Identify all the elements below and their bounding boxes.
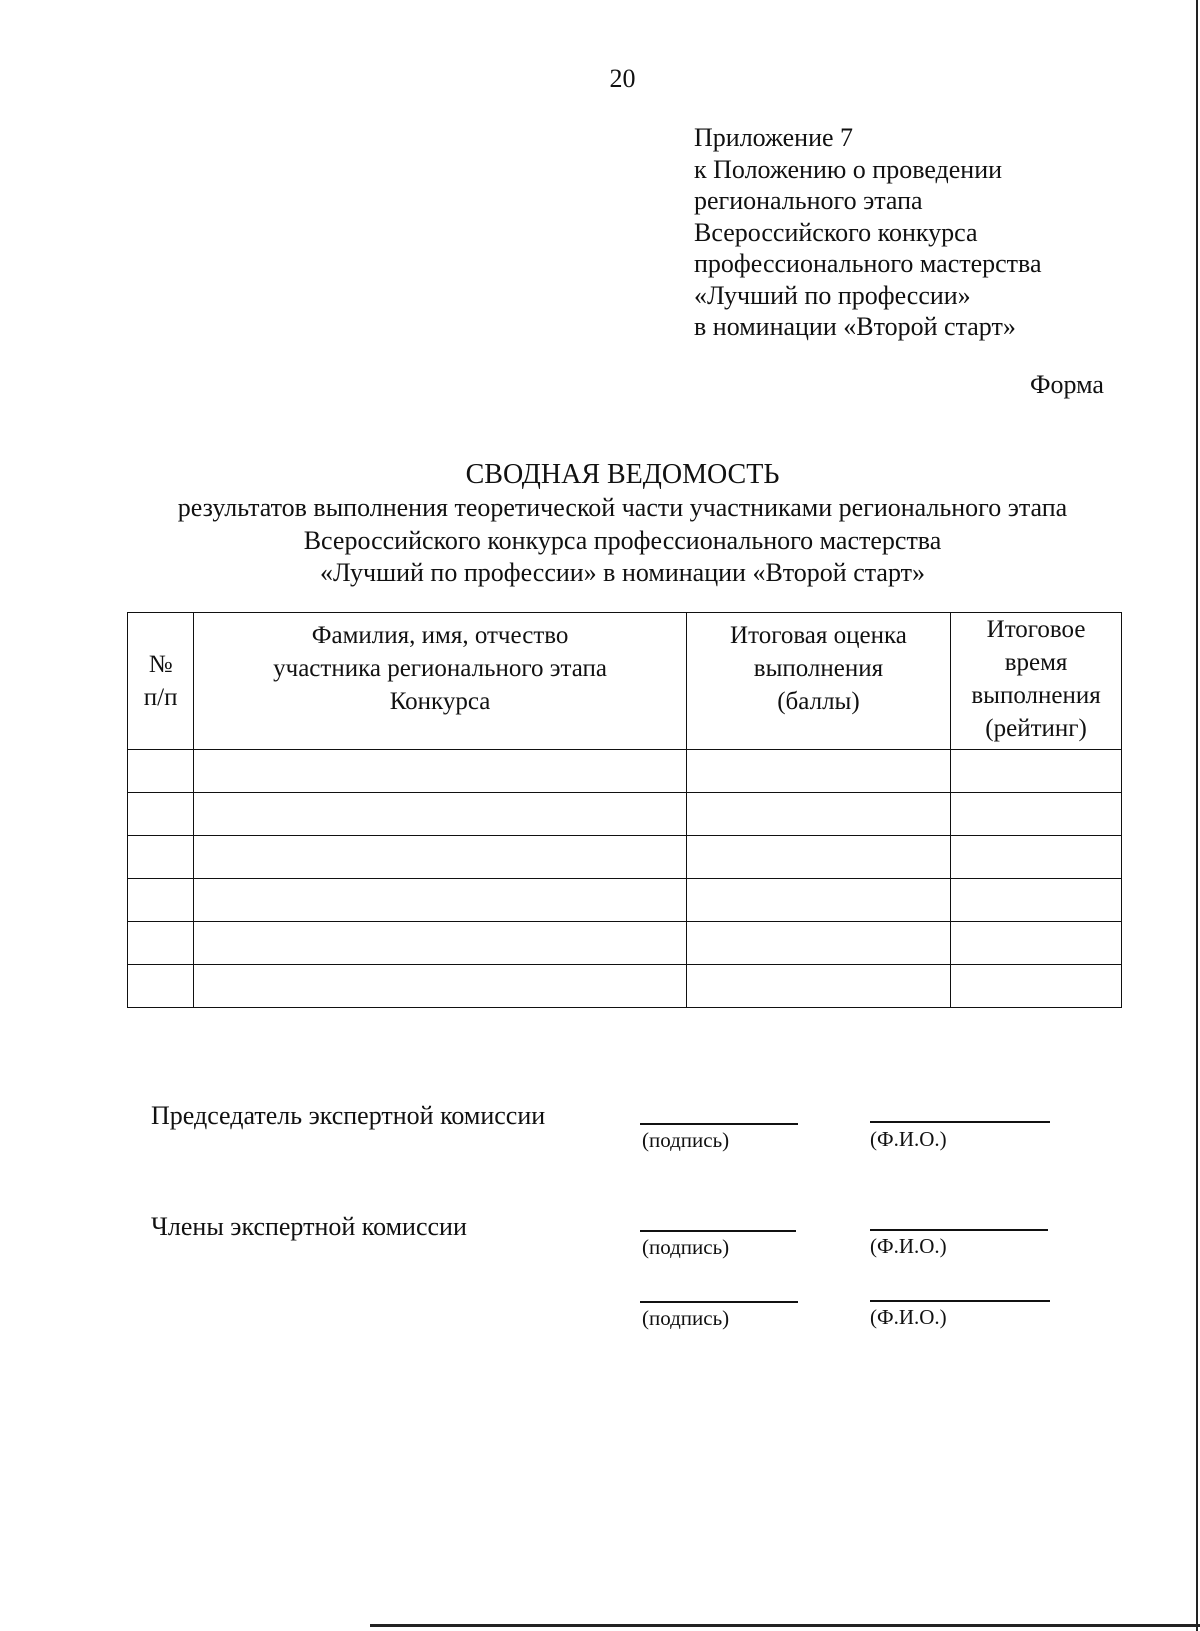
table-row (128, 793, 1122, 836)
header-final-time (951, 613, 1122, 750)
table-row (128, 750, 1122, 793)
table-cell (951, 965, 1122, 1008)
member-name-caption: (Ф.И.О.) (870, 1305, 947, 1329)
table-cell (686, 836, 950, 879)
header-full-name (194, 613, 686, 750)
table-cell (128, 965, 194, 1008)
member-name-caption: (Ф.И.О.) (870, 1234, 947, 1258)
table-cell (194, 836, 686, 879)
document-subtitle-line: «Лучший по профессии» в номинации «Второй старт» (320, 558, 925, 587)
chairman-signature-caption: (подпись) (642, 1128, 730, 1152)
member-name-line (870, 1229, 1048, 1231)
appendix-line: к Положению о проведении (694, 154, 1003, 184)
table-cell (686, 750, 950, 793)
table-cell (951, 793, 1122, 836)
appendix-line: Приложение 7 (694, 123, 854, 152)
header-line: Итоговая оценка (730, 622, 907, 649)
header-line: Фамилия, имя, отчество (311, 622, 569, 649)
table-cell (951, 922, 1122, 965)
table-row (128, 879, 1122, 922)
scan-edge-bottom (370, 1624, 1200, 1627)
header-line: время (1004, 649, 1068, 676)
appendix-line: регионального этапа (694, 186, 923, 215)
header-line: № (148, 651, 173, 678)
table-cell (128, 879, 194, 922)
table-cell (194, 922, 686, 965)
header-number (128, 613, 194, 750)
header-line: выполнения (971, 682, 1101, 709)
header-line: Конкурса (389, 688, 491, 715)
table-cell (128, 750, 194, 793)
header-line: Итоговое (986, 616, 1086, 643)
chairman-name-line (870, 1121, 1050, 1123)
chairman-signature-line (640, 1123, 798, 1125)
table-cell (194, 879, 686, 922)
table-cell (194, 965, 686, 1008)
form-label: Форма (1030, 370, 1104, 399)
table-row (128, 965, 1122, 1008)
table-cell (686, 879, 950, 922)
table-cell (686, 922, 950, 965)
header-line: выполнения (753, 655, 884, 682)
table-cell (194, 750, 686, 793)
member-signature-caption: (подпись) (642, 1306, 730, 1330)
table-header-row (128, 613, 1122, 750)
table-cell (686, 793, 950, 836)
header-line: п/п (143, 684, 178, 711)
page-number: 20 (609, 64, 636, 93)
header-line: участника регионального этапа (273, 655, 607, 682)
table-cell (128, 793, 194, 836)
results-table (127, 612, 1122, 1008)
appendix-line: «Лучший по профессии» (694, 280, 971, 310)
chairman-label: Председатель экспертной комиссии (151, 1101, 546, 1130)
member-signature-line (640, 1230, 796, 1232)
table-cell (951, 836, 1122, 879)
appendix-note (694, 122, 1042, 343)
member-signature-line (640, 1301, 798, 1303)
members-label: Члены экспертной комиссии (151, 1212, 467, 1241)
table-cell (951, 879, 1122, 922)
document-title: СВОДНАЯ ВЕДОМОСТЬ (465, 459, 780, 490)
table-cell (951, 750, 1122, 793)
document-subtitle-line: Всероссийского конкурса профессионального мастерства (303, 525, 942, 555)
document-heading (120, 458, 1125, 590)
member-signature-caption: (подпись) (642, 1235, 730, 1259)
table-cell (128, 922, 194, 965)
table-cell (194, 793, 686, 836)
appendix-line: Всероссийского конкурса (694, 217, 978, 247)
header-line: (рейтинг) (985, 715, 1087, 742)
table-row (128, 836, 1122, 879)
document-subtitle-line: результатов выполнения теоретической части участниками регионального этапа (177, 493, 1068, 522)
chairman-name-caption: (Ф.И.О.) (870, 1127, 947, 1151)
header-line: (баллы) (777, 688, 860, 715)
member-name-line (870, 1300, 1050, 1302)
table-cell (686, 965, 950, 1008)
header-final-score (686, 613, 950, 750)
table-cell (128, 836, 194, 879)
appendix-line: в номинации «Второй старт» (694, 312, 1016, 341)
appendix-line: профессионального мастерства (694, 249, 1042, 278)
scan-edge-right (1196, 0, 1198, 1631)
table-row (128, 922, 1122, 965)
